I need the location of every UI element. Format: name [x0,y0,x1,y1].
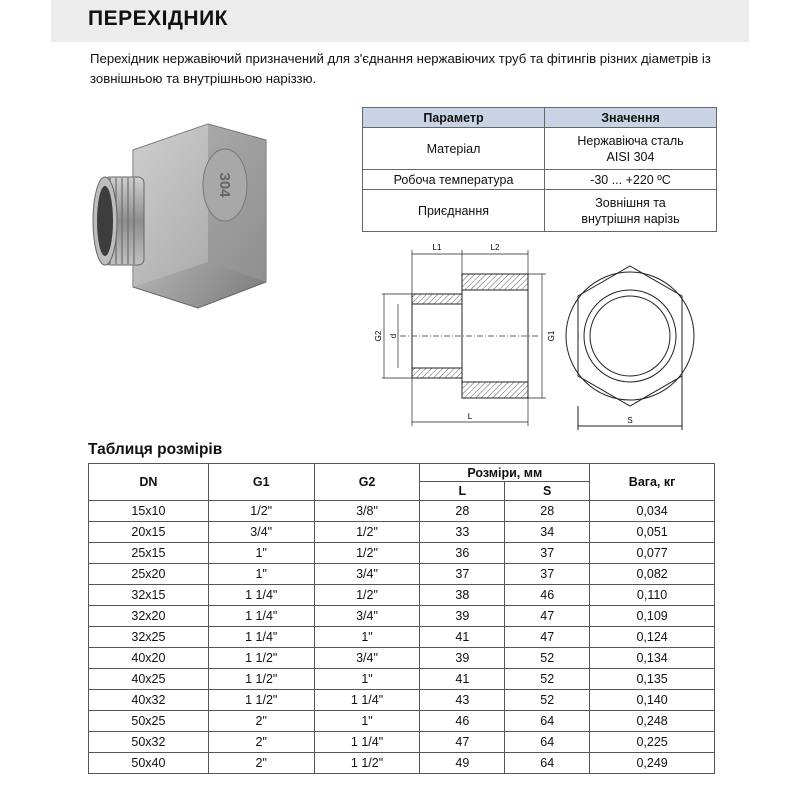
cell-dn: 40x32 [89,690,209,711]
table-row [89,711,715,732]
cell-g2: 3/4" [314,606,420,627]
table-row [89,564,715,585]
cell-s: 52 [505,648,590,669]
cell-g2: 3/4" [314,564,420,585]
cell-s: 28 [505,501,590,522]
cell-dn: 40x20 [89,648,209,669]
cell-l: 41 [420,627,505,648]
cell-s: 64 [505,711,590,732]
cell-l: 36 [420,543,505,564]
table-row [89,753,715,774]
table-row [89,501,715,522]
cell-g1: 1/2" [208,501,314,522]
cell-s: 47 [505,606,590,627]
cell-g1: 3/4" [208,522,314,543]
header-weight: Вага, кг [590,464,715,501]
cell-g2: 3/8" [314,501,420,522]
cell-g1: 2" [208,711,314,732]
cell-g1: 2" [208,753,314,774]
cell-dn: 25x20 [89,564,209,585]
cell-weight: 0,225 [590,732,715,753]
cell-weight: 0,249 [590,753,715,774]
label-g1: G1 [547,330,556,342]
cell-l: 43 [420,690,505,711]
cell-l: 28 [420,501,505,522]
param-temperature: Робоча температура [363,170,545,190]
cell-g2: 1/2" [314,543,420,564]
cell-s: 34 [505,522,590,543]
cell-g2: 1" [314,669,420,690]
cell-s: 46 [505,585,590,606]
table-row [89,690,715,711]
value-connection: Зовнішня та внутрішня нарізь [545,190,717,232]
cell-g2: 1/2" [314,522,420,543]
page-title: ПЕРЕХІДНИК [88,7,228,30]
label-l2: L2 [490,243,500,252]
sizes-table [88,463,715,774]
cell-g1: 1 1/4" [208,627,314,648]
cell-dn: 20x15 [89,522,209,543]
cell-g2: 1/2" [314,585,420,606]
value-temperature: -30 ... +220 ºС [545,170,717,190]
cell-weight: 0,110 [590,585,715,606]
product-description: Перехідник нержавіючий призначений для з'єднання нержавіючих труб та фітингів різних діаметрів із зовнішньою та внутрішньою наріззю. [90,51,711,86]
cell-weight: 0,124 [590,627,715,648]
cell-dn: 32x20 [89,606,209,627]
label-g2: G2 [374,330,383,342]
cell-l: 39 [420,648,505,669]
cell-l: 37 [420,564,505,585]
cell-g2: 1 1/4" [314,732,420,753]
cell-dn: 25x15 [89,543,209,564]
header-s: S [505,482,590,501]
cell-dn: 50x40 [89,753,209,774]
value-material: Нержавіюча сталь AISI 304 [545,128,717,170]
cell-weight: 0,135 [590,669,715,690]
cell-weight: 0,051 [590,522,715,543]
label-l1: L1 [432,243,442,252]
cell-g1: 1 1/4" [208,606,314,627]
cell-dn: 40x25 [89,669,209,690]
cell-dn: 15x10 [89,501,209,522]
cell-l: 46 [420,711,505,732]
table-row [89,669,715,690]
cell-s: 47 [505,627,590,648]
cell-weight: 0,134 [590,648,715,669]
cell-dn: 50x25 [89,711,209,732]
table-row [89,648,715,669]
cell-s: 37 [505,543,590,564]
cell-dn: 50x32 [89,732,209,753]
params-header-param: Параметр [363,108,545,128]
table-row [89,627,715,648]
product-photo [88,112,338,322]
cell-g1: 1 1/2" [208,690,314,711]
cell-g1: 1 1/2" [208,648,314,669]
header-dimensions: Розміри, мм [420,464,590,482]
table-row [89,543,715,564]
cell-l: 41 [420,669,505,690]
cell-g1: 1" [208,564,314,585]
cell-weight: 0,140 [590,690,715,711]
cell-weight: 0,082 [590,564,715,585]
param-connection: Приєднання [363,190,545,232]
cell-s: 64 [505,732,590,753]
cell-g1: 2" [208,732,314,753]
params-header-value: Значення [545,108,717,128]
cell-weight: 0,077 [590,543,715,564]
header-g1: G1 [208,464,314,501]
cell-l: 38 [420,585,505,606]
cell-l: 49 [420,753,505,774]
cell-g1: 1 1/2" [208,669,314,690]
cell-weight: 0,248 [590,711,715,732]
table-row [89,522,715,543]
label-s: S [627,416,633,425]
sizes-table-title: Таблиця розмірів [88,441,223,458]
cell-l: 47 [420,732,505,753]
table-row [89,606,715,627]
marking-text: 304 [216,172,233,198]
cell-g2: 1 1/4" [314,690,420,711]
technical-drawing [360,236,715,436]
cell-l: 33 [420,522,505,543]
cell-g1: 1 1/4" [208,585,314,606]
sizes-table-body [89,501,715,774]
cell-s: 64 [505,753,590,774]
label-l: L [467,412,473,421]
parameters-table [362,107,717,232]
cell-g2: 1" [314,711,420,732]
table-row [89,585,715,606]
param-material: Матеріал [363,128,545,170]
label-d: d [389,333,398,339]
cell-g2: 3/4" [314,648,420,669]
cell-l: 39 [420,606,505,627]
header-l: L [420,482,505,501]
cell-g2: 1" [314,627,420,648]
cell-dn: 32x15 [89,585,209,606]
cell-s: 52 [505,690,590,711]
table-row [89,732,715,753]
cell-weight: 0,109 [590,606,715,627]
header-dn: DN [89,464,209,501]
cell-s: 52 [505,669,590,690]
cell-dn: 32x25 [89,627,209,648]
header-g2: G2 [314,464,420,501]
cell-weight: 0,034 [590,501,715,522]
cell-g2: 1 1/2" [314,753,420,774]
cell-s: 37 [505,564,590,585]
cell-g1: 1" [208,543,314,564]
